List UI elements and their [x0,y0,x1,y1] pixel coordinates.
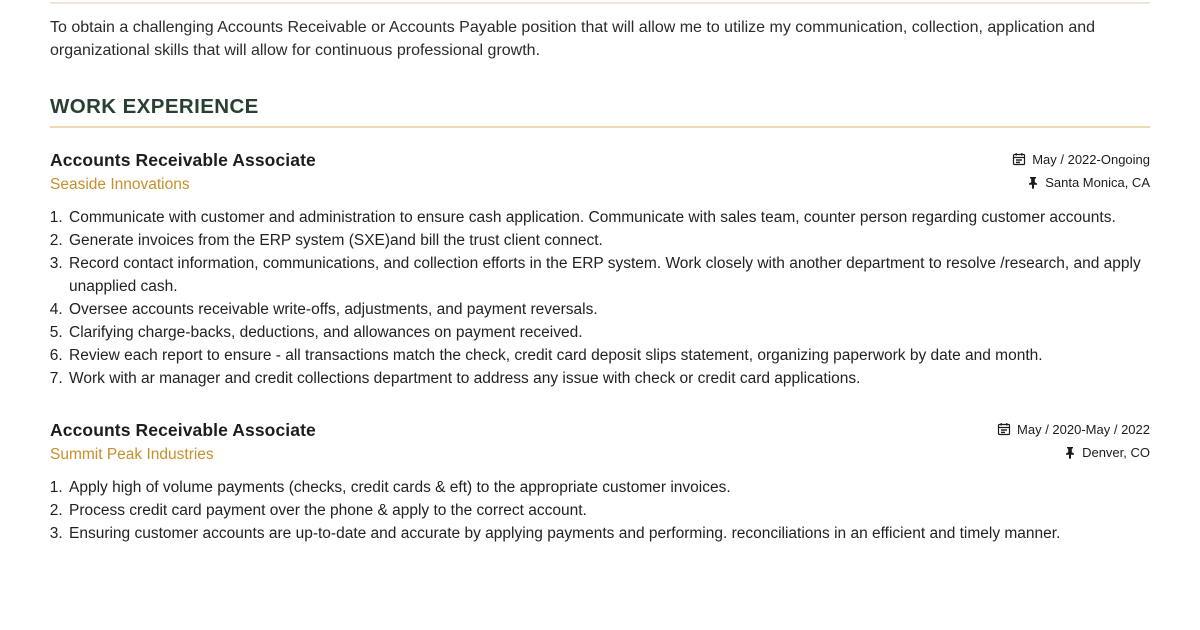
job-date-text: May / 2020-May / 2022 [1017,421,1150,437]
resume-page [0,2,1200,545]
job-location [1064,445,1150,460]
bullet-item: 1. Apply high of volume payments (checks, credit cards & eft) to the appropriate customer invoices. [67,476,1150,499]
calendar-icon [997,422,1011,436]
bullet-item: 7. Work with ar manager and credit collections department to address any issue with check or credit card applications. [67,367,1150,390]
section-underline [50,126,1150,128]
job-date [1012,152,1150,167]
job-bullet-list [50,476,1150,545]
work-experience-heading: WORK EXPERIENCE [50,95,259,118]
job-title: Accounts Receivable Associate [50,150,316,170]
bullet-item: 1. Communicate with customer and administration to ensure cash application. Communicate with sales team, counter person regarding customer accounts. [67,206,1150,229]
calendar-icon [1012,152,1026,166]
section-divider-top [50,2,1150,4]
bullet-item: 3. Record contact information, communications, and collection efforts in the ERP system. Work closely with another department to resolve /research, and apply unapplied cash. [67,252,1150,298]
bullet-item: 2. Generate invoices from the ERP system (SXE)and bill the trust client connect. [67,229,1150,252]
job-entry [50,150,1150,390]
job-company: Seaside Innovations [50,176,190,193]
bullet-item: 2. Process credit card payment over the phone & apply to the correct account. [67,499,1150,522]
bullet-item: 4. Oversee accounts receivable write-offs, adjustments, and payment reversals. [67,298,1150,321]
bullet-item: 3. Ensuring customer accounts are up-to-date and accurate by applying payments and performing. reconciliations in an efficient and timely manner. [67,522,1150,545]
job-date-text: May / 2022-Ongoing [1032,151,1150,167]
objective-text: To obtain a challenging Accounts Receivable or Accounts Payable position that will allow me to utilize my communication, collection, application and organizational skills that will allow for continuous professional growth. [50,19,1096,59]
job-title: Accounts Receivable Associate [50,420,316,440]
bullet-item: 6. Review each report to ensure - all transactions match the check, credit card deposit slips statement, organizing paperwork by date and month. [67,344,1150,367]
job-entry [50,420,1150,545]
pin-icon [1027,176,1039,189]
job-location-text: Denver, CO [1082,445,1150,460]
job-bullet-list [50,206,1150,390]
job-company: Summit Peak Industries [50,446,214,463]
job-location-text: Santa Monica, CA [1045,175,1150,190]
job-date [997,422,1150,437]
bullet-item: 5. Clarifying charge-backs, deductions, and allowances on payment received. [67,321,1150,344]
pin-icon [1064,446,1076,459]
job-location [1027,175,1150,190]
